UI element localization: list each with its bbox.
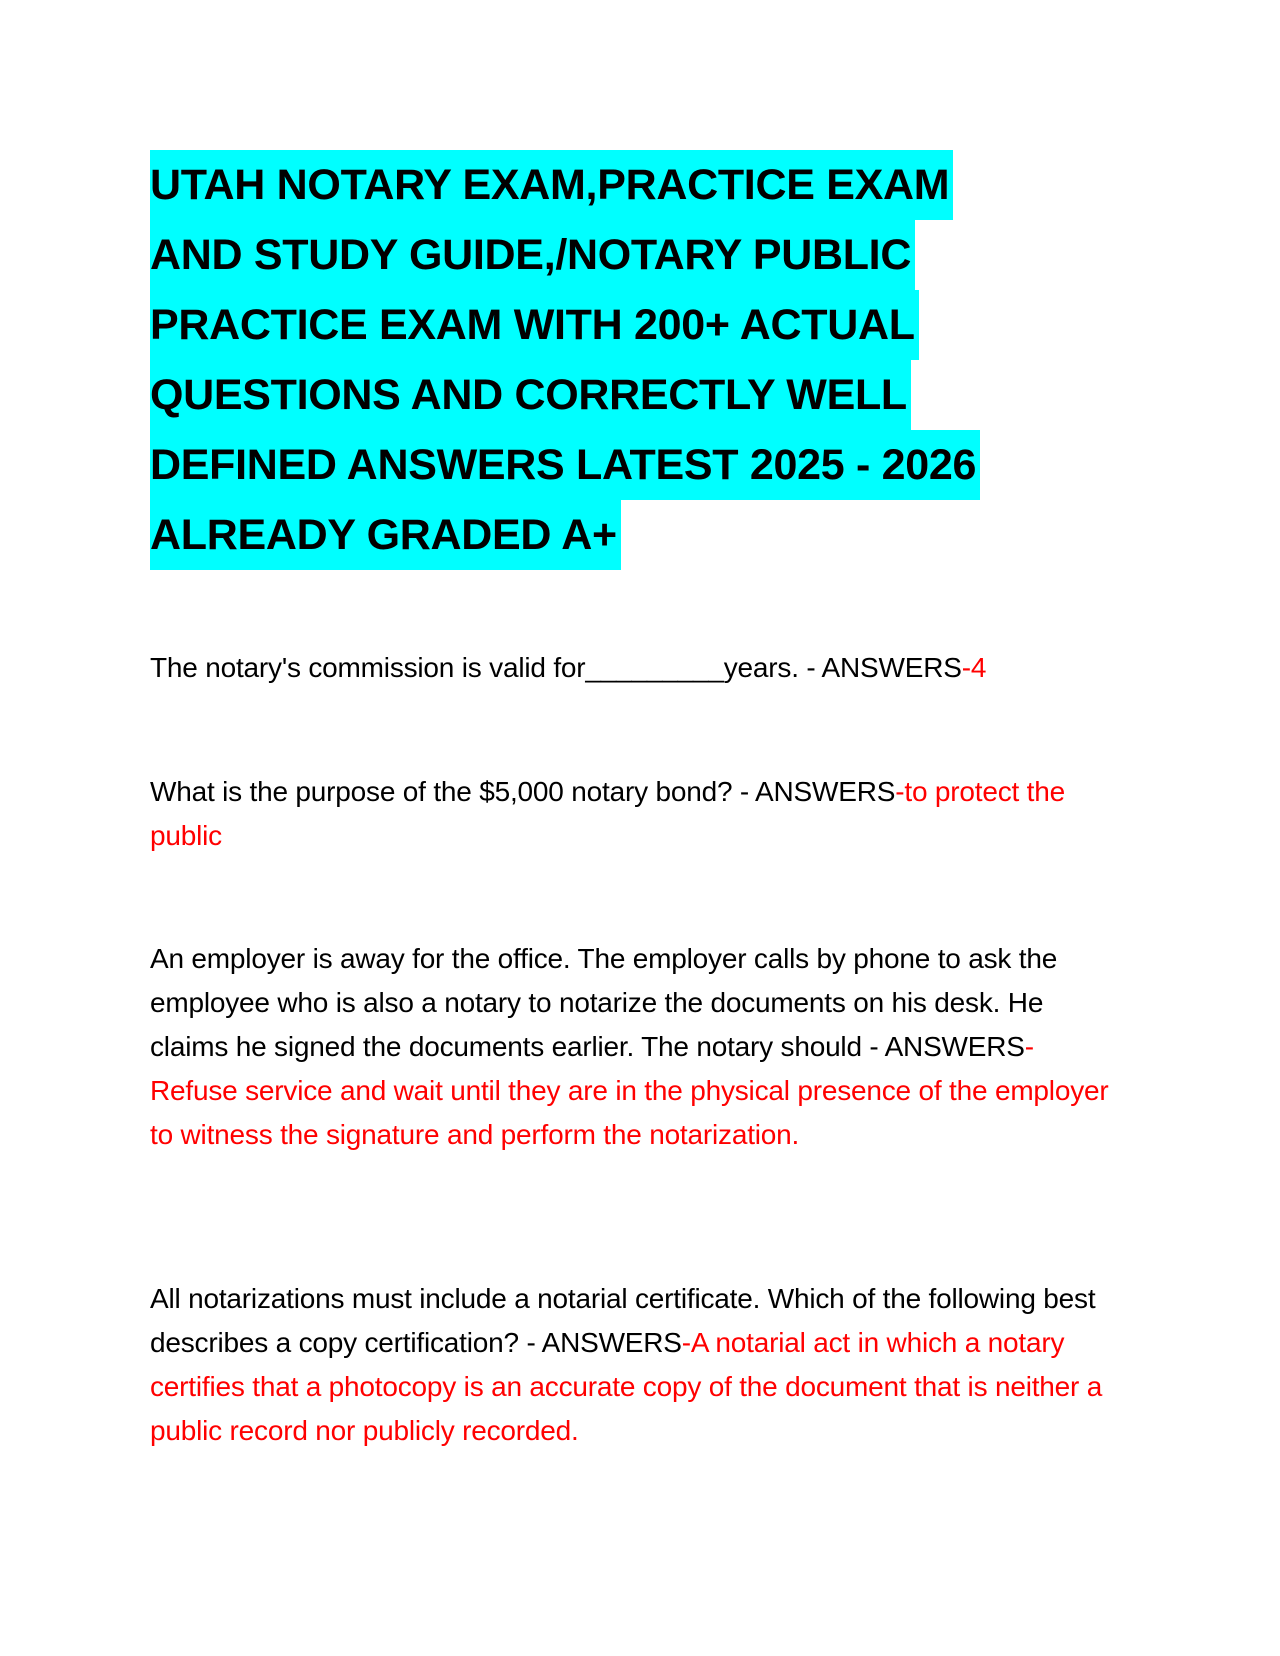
document-title: [150, 150, 1050, 570]
question-text: All notarizations must include a notarial certificate. Which of the following best describes a copy certification? - ANSWERS: [150, 1283, 1096, 1358]
answer-text: -Refuse service and wait until they are in the physical presence of the employer to witness the signature and perform the notarization.: [150, 1031, 1109, 1150]
qa-item: [150, 646, 1110, 690]
title-line: AND STUDY GUIDE,/NOTARY PUBLIC: [150, 220, 915, 290]
title-line: UTAH NOTARY EXAM,PRACTICE EXAM: [150, 150, 953, 220]
question-text: What is the purpose of the $5,000 notary bond? - ANSWERS: [150, 776, 896, 807]
title-line: QUESTIONS AND CORRECTLY WELL: [150, 360, 911, 430]
qa-item: [150, 770, 1110, 858]
answer-text: -A notarial act in which a notary certifies that a photocopy is an accurate copy of the document that is neither a public record nor publicly recorded.: [150, 1327, 1103, 1446]
answer-text: -to protect the public: [150, 776, 1065, 851]
title-line: ALREADY GRADED A+: [150, 500, 621, 570]
title-line: DEFINED ANSWERS LATEST 2025 - 2026: [150, 430, 980, 500]
title-line: PRACTICE EXAM WITH 200+ ACTUAL: [150, 290, 919, 360]
answer-text: -4: [961, 652, 987, 683]
qa-item: [150, 1277, 1110, 1453]
question-text: The notary's commission is valid for_________years. - ANSWERS: [150, 652, 962, 683]
question-text: An employer is away for the office. The employer calls by phone to ask the employee who is also a notary to notarize the documents on his desk. He claims he signed the documents earlier. The notary should - ANSWERS: [150, 943, 1058, 1062]
qa-item: [150, 937, 1110, 1157]
